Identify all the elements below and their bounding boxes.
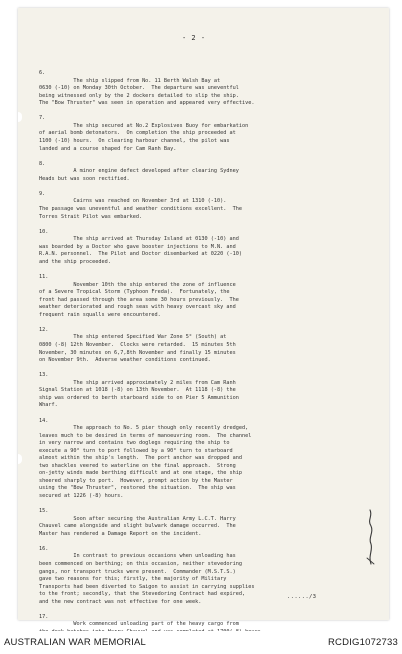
handwritten-margin-mark: [364, 508, 378, 566]
paragraph-line: The ship entered Specified War Zone 5° (South) at: [39, 334, 227, 341]
paragraph: [39, 191, 379, 221]
paragraph-line: 0630 (-10) on Monday 30th October. The departure was uneventful: [39, 85, 239, 92]
paragraph-line: Wharf.: [39, 402, 58, 409]
paragraph-line: The "Bow Thruster" was seen in operation and appeared very effective.: [39, 100, 255, 107]
paragraph-line: A minor engine defect developed after clearing Sydney: [39, 168, 239, 175]
paragraph-number: 11.: [39, 274, 49, 280]
footer-record-id: RCDIG1072733: [328, 637, 398, 648]
paragraph-number: 10.: [39, 228, 49, 235]
paragraph-line: The ship arrived at Thursday Island at 0130 (-10) and: [39, 236, 239, 243]
paragraph-line: execute a 90° turn to port followed by a 90° turn to starboard: [39, 447, 233, 454]
paragraph: [39, 70, 379, 108]
paragraph-line: sheered sharply to port. However, prompt action by the Master: [39, 477, 233, 484]
paragraph-line: two shackles veered to waterline on the final approach. Strong: [39, 462, 236, 469]
paragraph: [39, 229, 379, 267]
paragraph-number: 15.: [39, 508, 49, 515]
document-body: [39, 70, 379, 644]
paragraph-line: Soon after securing the Australian Army L.C.T. Harry: [39, 515, 236, 522]
paragraph-line: leaves much to be desired in terms of manoeuvring room. The channel: [39, 432, 252, 439]
paragraph-line: November 10th the ship entered the zone of influence: [39, 281, 236, 288]
paragraph-line: Cairns was reached on November 3rd at 1310 (-10).: [39, 198, 227, 205]
paragraph-line: The ship slipped from No. 11 Berth Walsh Bay at: [39, 77, 221, 84]
footer-archive-name: AUSTRALIAN WAR MEMORIAL: [4, 637, 147, 648]
paragraph-line: of aerial bomb detonators. On completion the ship proceeded at: [39, 130, 236, 137]
paragraph-line: and the ship proceeded.: [39, 258, 111, 265]
paragraph-line: gangs, nor transport trucks were present. Commander (M.S.T.S.): [39, 568, 236, 575]
paragraph-number: 6.: [39, 70, 46, 76]
paragraph-line: landed and a course shaped for Cam Ranh Bay.: [39, 145, 177, 152]
paragraph-line: Signal Station at 1018 (-8) on 13th November. At 1118 (-8) the: [39, 387, 236, 394]
paragraph-number: 7.: [39, 115, 46, 122]
paragraph-line: R.A.N. personnel. The Pilot and Doctor disembarked at 0220 (-10): [39, 251, 243, 258]
paragraph: [39, 161, 379, 184]
paragraph-number: 14.: [39, 417, 49, 424]
paragraph-line: Torres Strait Pilot was embarked.: [39, 213, 143, 220]
paragraph-line: almost within the ship's length. The port anchor was dropped and: [39, 455, 243, 462]
paragraph-line: frequent rain squalls were encountered.: [39, 311, 161, 318]
paragraph-line: on November 9th. Adverse weather conditions continued.: [39, 357, 211, 364]
paragraph-number: 8.: [39, 160, 46, 167]
paragraph-line: Chauvel came alongside and slight bulwark damage occurred. The: [39, 523, 236, 530]
paragraph-line: been commenced on berthing; on this occasion, neither stevedoring: [39, 561, 243, 568]
paragraph-number: 16.: [39, 545, 49, 552]
continuation-mark: ....../3: [287, 594, 317, 600]
paragraph-line: November, 30 minutes on 6,7,8th November and finally 15 minutes: [39, 349, 236, 356]
paragraph-line: 0800 (-8) 12th November. Clocks were retarded. 15 minutes 5th: [39, 341, 236, 348]
paragraph: [39, 418, 379, 501]
page-edge-tear: [18, 112, 22, 122]
paragraph: [39, 546, 379, 606]
paragraph-line: Master has rendered a Damage Report on the incident.: [39, 530, 202, 537]
paragraph-line: The passage was uneventful and weather conditions excellent. The: [39, 205, 243, 212]
paragraph-number: 12.: [39, 326, 49, 333]
paragraph-line: Transports had been diverted to Saigon to assist in carrying supplies: [39, 583, 255, 590]
paragraph-line: and the new contract was not effective for one week.: [39, 598, 202, 605]
paragraph-line: front had passed through the area some 30 hours previously. The: [39, 296, 239, 303]
paragraph-line: in very narrow and contains two doglegs requiring the ship to: [39, 440, 230, 447]
paragraph-line: The approach to No. 5 pier though only recently dredged,: [39, 425, 249, 432]
paragraph-line: on-jetty winds made berthing difficult and at one stage, the ship: [39, 470, 243, 477]
paragraph-line: was boarded by a Doctor who gave booster injections to M.N. and: [39, 243, 236, 250]
paragraph: [39, 327, 379, 365]
paragraph-number: 17.: [39, 613, 49, 620]
paragraph: [39, 274, 379, 319]
paragraph: [39, 508, 379, 538]
paragraph-line: being witnessed only by the 2 dockers detailed to slip the ship.: [39, 92, 239, 99]
paragraph-number: 9.: [39, 190, 46, 197]
paragraph-line: using the "Bow Thruster", restored the situation. The ship was: [39, 485, 236, 492]
paragraph-line: of a Severe Tropical Storm (Typhoon Freda). Fortunately, the: [39, 289, 230, 296]
paragraph-line: gave two reasons for this; firstly, the majority of Military: [39, 576, 227, 583]
paragraph-line: Heads but was soon rectified.: [39, 175, 130, 182]
paragraph-line: weather deteriorated and rough seas with heavy overcast sky and: [39, 304, 236, 311]
paragraph-line: secured at 1226 (-8) hours.: [39, 493, 124, 499]
paragraph-line: to the front; secondly, that the Stevedoring Contract had expired,: [39, 591, 246, 598]
paragraph-line: 1100 (-10) hours. On clearing harbour channel, the pilot was: [39, 137, 230, 144]
paragraph-line: The ship secured at No.2 Explosives Buoy for embarkation: [39, 122, 249, 129]
footer-bar: [0, 631, 402, 654]
paragraph-line: ship was ordered to berth starboard side to on Pier 5 Ammunition: [39, 394, 239, 401]
page-number: - 2 -: [182, 34, 206, 42]
page-edge-tear: [18, 454, 22, 464]
paragraph: [39, 372, 379, 410]
paragraph-number: 13.: [39, 372, 49, 379]
paragraph-line: The ship arrived approximately 2 miles from Cam Ranh: [39, 379, 236, 386]
paragraph: [39, 115, 379, 153]
paragraph-line: In contrast to previous occasions when unloading has: [39, 553, 236, 560]
paragraph-line: Work commenced unloading part of the heavy cargo from: [39, 621, 239, 628]
